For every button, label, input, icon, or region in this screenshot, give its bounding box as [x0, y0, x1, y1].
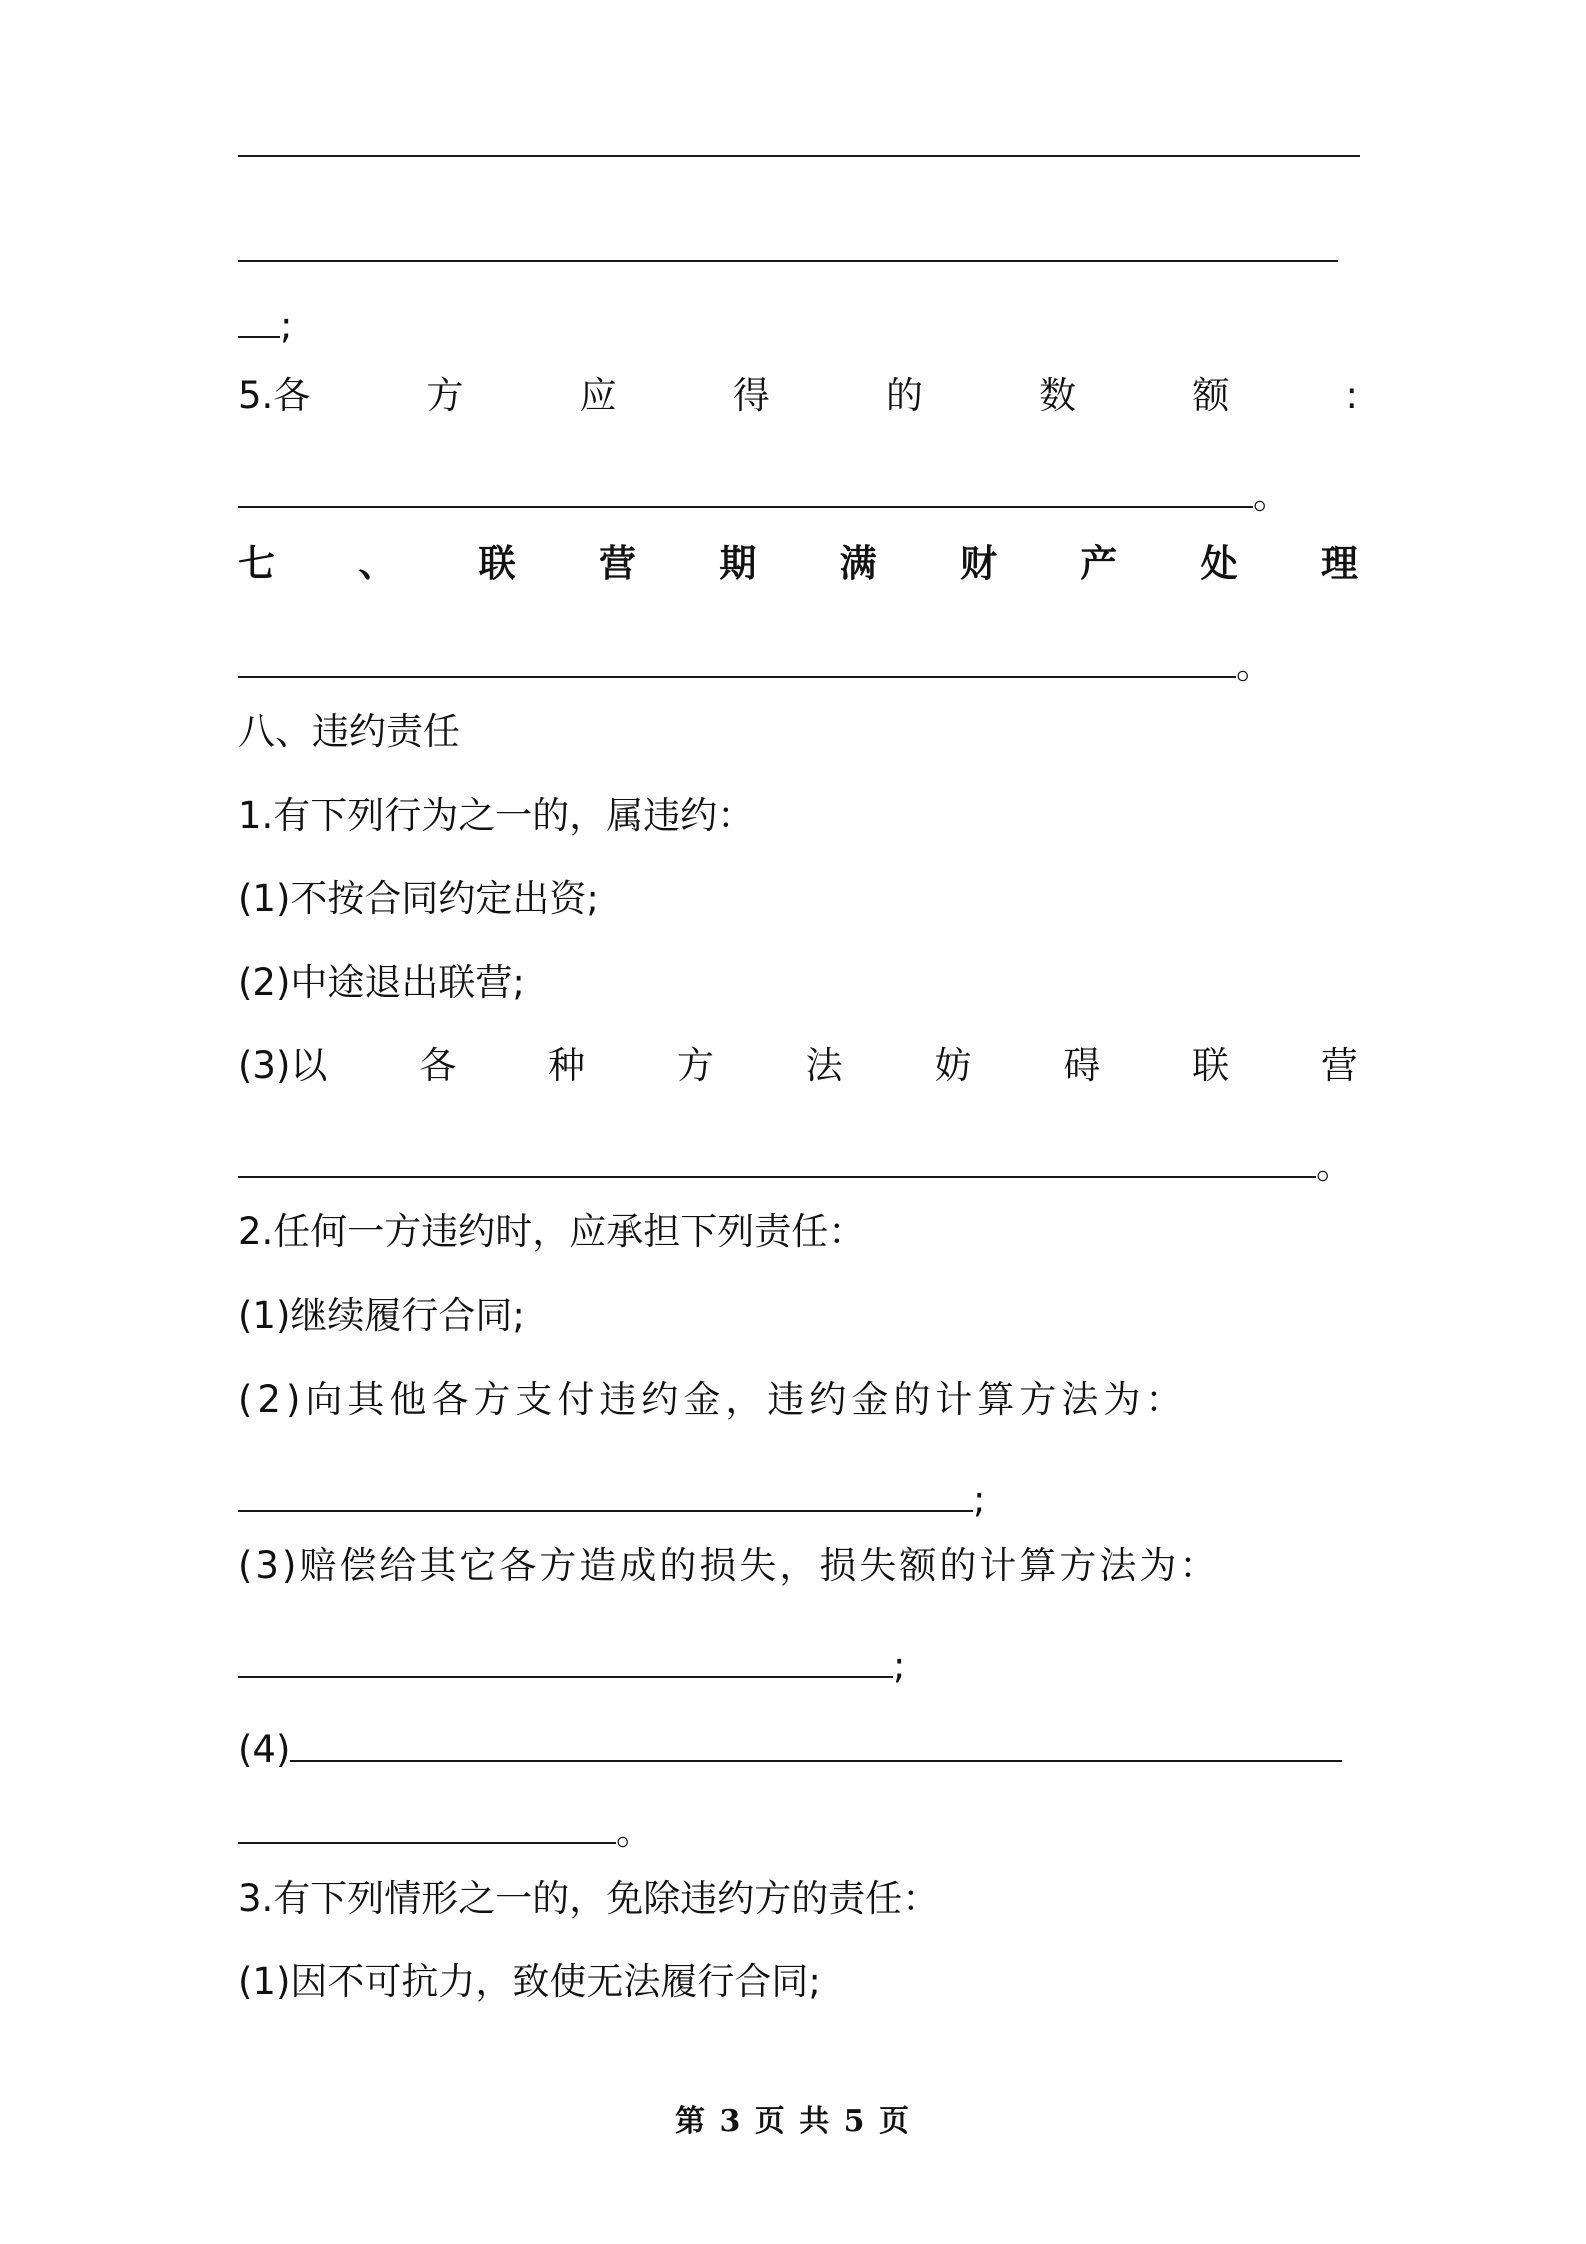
heading-char: 处 [1200, 542, 1238, 585]
heading-char: 数 [1039, 374, 1077, 417]
header-rule [238, 155, 1360, 157]
clause-1-item-3-blank [238, 1140, 1353, 1192]
line-end-punct: 。 [1236, 644, 1273, 687]
clause-2-item-2: (2)向其他各方支付违约金，违约金的计算方法为： [238, 1378, 1188, 1421]
text-char: 联 [1192, 1044, 1230, 1087]
clause-2-item-1: (1)继续履行合同; [238, 1294, 525, 1337]
fill-blank[interactable] [238, 1640, 893, 1678]
heading-char: 联 [478, 542, 516, 585]
text-char: 种 [548, 1044, 586, 1087]
clause-3-item-1: (1)因不可抗力，致使无法履行合同; [238, 1960, 821, 2003]
clause-2-intro: 2.任何一方违约时，应承担下列责任： [238, 1210, 866, 1253]
fill-blank[interactable] [238, 1806, 616, 1844]
clause-1-item-1: (1)不按合同约定出资; [238, 877, 599, 920]
heading-char: 、 [358, 542, 396, 585]
heading-char: 财 [959, 542, 997, 585]
clause-1-intro: 1.有下列行为之一的，属违约： [238, 794, 755, 837]
heading-char: 方 [426, 374, 464, 417]
item-label: (4) [238, 1728, 291, 1771]
fill-blank[interactable] [238, 470, 1253, 508]
text-char: 法 [805, 1044, 843, 1087]
clause-2-item-4 [238, 1724, 1342, 1776]
text-char: 方 [676, 1044, 714, 1087]
heading-char: 营 [598, 542, 636, 585]
line-end-punct: 。 [616, 1810, 653, 1853]
clause-2-item-3-blank [238, 1640, 905, 1692]
heading-char: 期 [719, 542, 757, 585]
item-5-blank-line [238, 470, 1290, 522]
clause-1-item-3 [238, 1040, 1358, 1092]
section-7-heading [238, 538, 1358, 590]
heading-char: 产 [1080, 542, 1118, 585]
blank-continuation [238, 300, 292, 352]
blank-line [238, 224, 1338, 276]
fill-blank[interactable] [238, 300, 280, 338]
text-char: 营 [1320, 1044, 1358, 1087]
fill-blank[interactable] [290, 1724, 1342, 1762]
page-number: 第 3 页 共 5 页 [675, 2104, 911, 2139]
clause-2-item-2-blank [238, 1474, 985, 1526]
heading-char: 5.各 [238, 374, 311, 417]
heading-char: 额 [1192, 374, 1230, 417]
text-char: 各 [419, 1044, 457, 1087]
heading-char: : [1345, 374, 1358, 417]
line-end-punct: ; [973, 1478, 986, 1521]
clause-2-item-3: (3)赔偿给其它各方造成的损失，损失额的计算方法为： [238, 1544, 1220, 1587]
text-char: 碍 [1063, 1044, 1101, 1087]
heading-char: 七 [238, 542, 275, 585]
heading-char: 得 [732, 374, 770, 417]
heading-char: 满 [839, 542, 877, 585]
line-end-punct: 。 [1253, 474, 1290, 517]
item-5-heading [238, 370, 1358, 422]
clause-2-item-4-continuation [238, 1806, 653, 1858]
fill-blank[interactable] [238, 224, 1338, 262]
section-7-blank-line [238, 640, 1273, 692]
section-8-title: 八、违约责任 [238, 710, 460, 753]
line-end-punct: ; [893, 1644, 906, 1687]
fill-blank[interactable] [238, 1140, 1316, 1178]
heading-char: 应 [579, 374, 617, 417]
text-char: 妨 [934, 1044, 972, 1087]
line-end-punct: 。 [1316, 1144, 1353, 1187]
clause-1-item-2: (2)中途退出联营; [238, 961, 525, 1004]
heading-char: 理 [1320, 542, 1358, 585]
clause-3-intro: 3.有下列情形之一的，免除违约方的责任： [238, 1877, 940, 1920]
line-end-punct: ; [280, 304, 293, 347]
heading-char: 的 [886, 374, 923, 417]
text-char: (3)以 [238, 1044, 328, 1087]
fill-blank[interactable] [238, 1474, 973, 1512]
fill-blank[interactable] [238, 640, 1236, 678]
